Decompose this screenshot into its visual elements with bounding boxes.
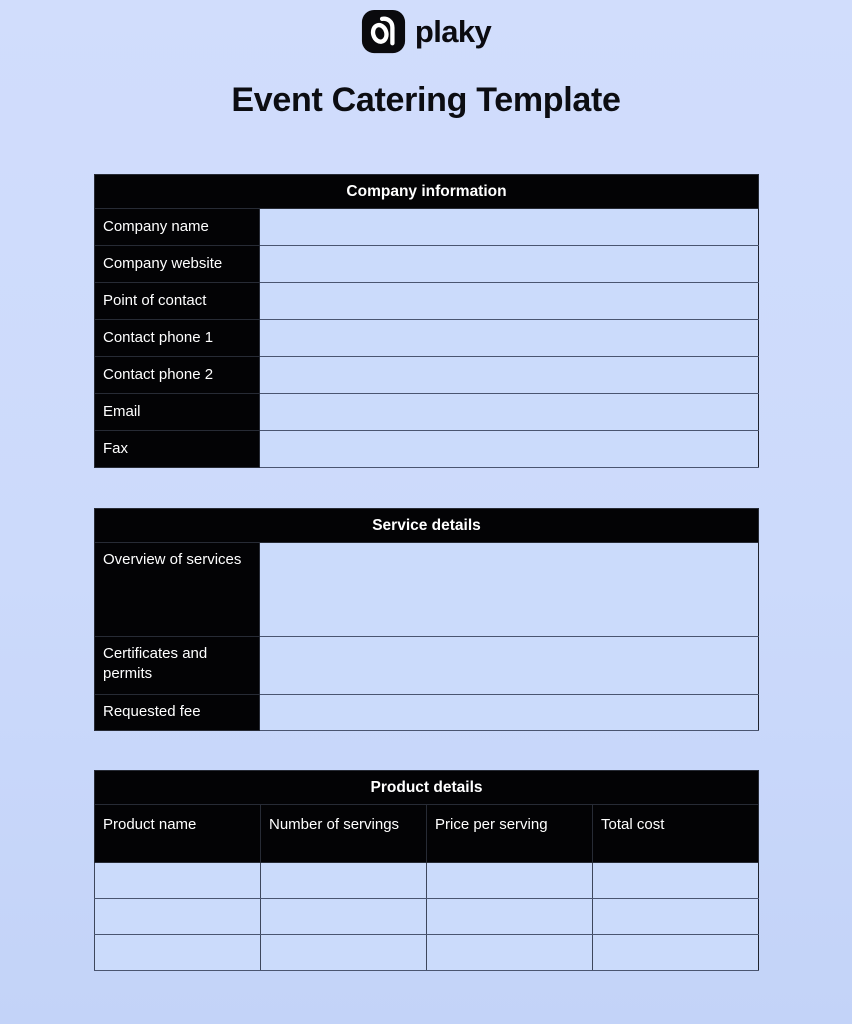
fax-label: Fax [95, 431, 260, 468]
total-cost-cell[interactable] [593, 863, 759, 899]
table-row [95, 863, 759, 899]
service-details-table [94, 508, 759, 731]
table-row [95, 394, 759, 431]
email-value-cell[interactable] [260, 394, 759, 431]
table-row [95, 320, 759, 357]
price-per-serving-column-header: Price per serving [427, 805, 593, 863]
company-name-value-cell[interactable] [260, 209, 759, 246]
certificates-and-permits-label: Certificates and permits [95, 637, 260, 695]
requested-fee-label: Requested fee [95, 695, 260, 731]
point-of-contact-label: Point of contact [95, 283, 260, 320]
overview-of-services-value-cell[interactable] [260, 543, 759, 637]
table-header-row [95, 509, 759, 543]
brand-header [0, 0, 852, 54]
requested-fee-value-cell[interactable] [260, 695, 759, 731]
total-cost-cell[interactable] [593, 935, 759, 971]
plaky-logo-icon [361, 9, 406, 54]
number-of-servings-cell[interactable] [261, 863, 427, 899]
table-row [95, 935, 759, 971]
table-row [95, 899, 759, 935]
contact-phone-2-label: Contact phone 2 [95, 357, 260, 394]
product-name-cell[interactable] [95, 935, 261, 971]
price-per-serving-cell[interactable] [427, 899, 593, 935]
product-name-column-header: Product name [95, 805, 261, 863]
table-row [95, 357, 759, 394]
column-header-row [95, 805, 759, 863]
table-row [95, 283, 759, 320]
number-of-servings-column-header: Number of servings [261, 805, 427, 863]
product-name-cell[interactable] [95, 863, 261, 899]
point-of-contact-value-cell[interactable] [260, 283, 759, 320]
table-row [95, 695, 759, 731]
fax-value-cell[interactable] [260, 431, 759, 468]
table-row [95, 246, 759, 283]
product-name-cell[interactable] [95, 899, 261, 935]
number-of-servings-cell[interactable] [261, 899, 427, 935]
number-of-servings-cell[interactable] [261, 935, 427, 971]
overview-of-services-label: Overview of services [95, 543, 260, 637]
table-row [95, 209, 759, 246]
company-website-value-cell[interactable] [260, 246, 759, 283]
total-cost-column-header: Total cost [593, 805, 759, 863]
product-details-table [94, 770, 759, 971]
template-body [94, 174, 758, 971]
contact-phone-1-value-cell[interactable] [260, 320, 759, 357]
table-row [95, 543, 759, 637]
company-website-label: Company website [95, 246, 260, 283]
brand-logo-text: plaky [414, 13, 492, 49]
email-label: Email [95, 394, 260, 431]
price-per-serving-cell[interactable] [427, 863, 593, 899]
product-details-header: Product details [95, 771, 759, 805]
service-details-header: Service details [95, 509, 759, 543]
contact-phone-1-label: Contact phone 1 [95, 320, 260, 357]
contact-phone-2-value-cell[interactable] [260, 357, 759, 394]
table-row [95, 637, 759, 695]
price-per-serving-cell[interactable] [427, 935, 593, 971]
total-cost-cell[interactable] [593, 899, 759, 935]
company-name-label: Company name [95, 209, 260, 246]
page-title: Event Catering Template [231, 81, 621, 119]
company-information-header: Company information [95, 175, 759, 209]
company-information-table [94, 174, 759, 468]
certificates-and-permits-value-cell[interactable] [260, 637, 759, 695]
table-row [95, 431, 759, 468]
table-header-row [95, 175, 759, 209]
table-header-row [95, 771, 759, 805]
